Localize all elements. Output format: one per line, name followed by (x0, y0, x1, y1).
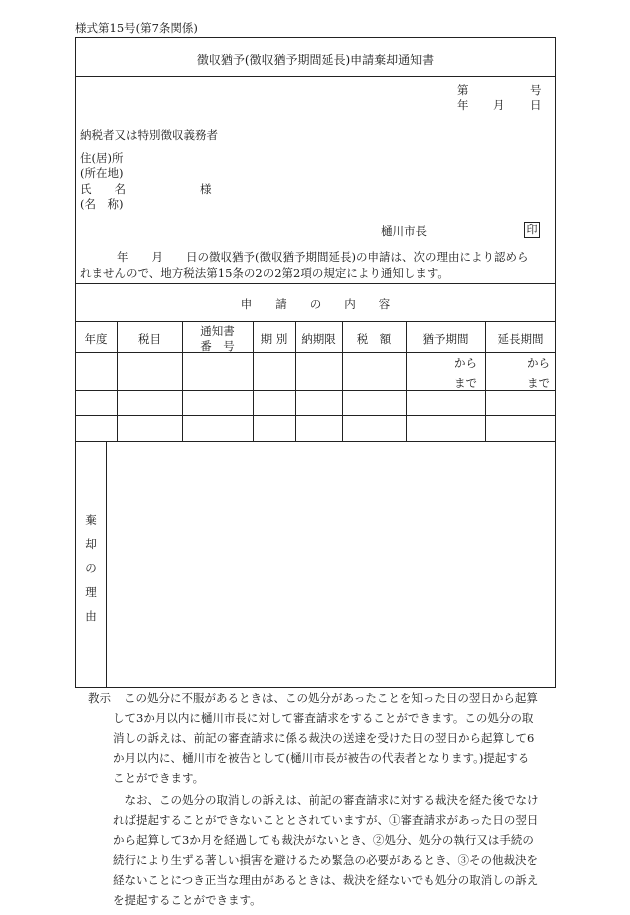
encho-kara: から (527, 356, 550, 370)
kyoji-label: 教示 (88, 691, 111, 705)
kyoji-line: 消しの訴えは、前記の審査請求に係る裁決の送達を受けた日の翌日から起算して6 (113, 731, 535, 745)
kyoji-line: ことができます。 (113, 771, 205, 785)
reason-label-line (106, 441, 107, 688)
addressee-label: 納税者又は特別徴収義務者 (80, 128, 218, 142)
divider-notice (75, 283, 556, 284)
kyoji-line: して3か月以内に樋川市長に対して審査請求をすることができます。この処分の取 (113, 711, 534, 725)
kyoji-line: から起算して3か月を経過しても裁決がないとき、②処分、処分の執行又は手続の (113, 833, 534, 847)
number-suffix: 号 (530, 83, 542, 97)
location-label: (所在地) (80, 166, 124, 180)
yuyo-kara: から (454, 356, 477, 370)
divider-title (75, 76, 556, 77)
issuer-name: 樋川市長 (381, 224, 427, 238)
header-zeimoku: 税目 (138, 332, 161, 346)
date-month: 月 (493, 98, 505, 112)
header-tsuchisho-1: 通知書 (200, 324, 235, 338)
form-number-label: 様式第15号(第7条関係) (75, 21, 198, 35)
divider-table-header (75, 352, 556, 353)
address-label: 住(居)所 (80, 151, 124, 165)
divider-section-title (75, 321, 556, 322)
divider-row3 (75, 441, 556, 442)
seal-mark: 印 (524, 222, 540, 238)
divider-row1 (75, 390, 556, 391)
notice-line-2: れませんので、地方税法第15条の2の2第2項の規定により通知します。 (80, 266, 449, 280)
header-tsuchisho-2: 番 号 (200, 339, 235, 353)
header-nokigen: 納期限 (301, 332, 336, 346)
header-nendo: 年度 (84, 332, 108, 346)
notice-line-1: 年 月 日の徴収猶予(徴収猶予期間延長)の申請は、次の理由により認めら (117, 250, 529, 264)
reason-char-5: 由 (85, 609, 97, 623)
corp-name-label: (名 称) (80, 197, 124, 211)
honorific: 様 (200, 182, 212, 196)
reason-char-1: 棄 (85, 513, 97, 527)
kyoji-line: 続行により生ずる著しい損害を避けるため緊急の必要があるとき、③その他裁決を (113, 853, 539, 867)
header-encho: 延長期間 (497, 332, 544, 346)
kyoji-line: なお、この処分の取消しの訴えは、前記の審査請求に対する裁決を経た後でなけ (113, 793, 539, 807)
date-day: 日 (530, 98, 542, 112)
kyoji-line: 経ないことにつき正当な理由があるときは、裁決を経ないでも処分の取消しの訴え (113, 873, 539, 887)
reason-char-2: 却 (85, 537, 97, 551)
reason-char-4: 理 (85, 585, 97, 599)
header-kibetsu: 期 別 (260, 332, 288, 346)
yuyo-made: まで (454, 376, 477, 390)
kyoji-line: この処分に不服があるときは、この処分があったことを知った日の翌日から起算 (124, 691, 538, 705)
header-zeigaku: 税 額 (356, 332, 392, 346)
kyoji-line: を提起することができます。 (113, 893, 262, 907)
number-prefix: 第 (457, 83, 469, 97)
date-year: 年 (457, 98, 469, 112)
header-yuyo: 猶予期間 (422, 332, 469, 346)
document-title: 徴収猶予(徴収猶予期間延長)申請棄却通知書 (196, 53, 435, 67)
section-title: 申 請 の 内 容 (240, 297, 391, 311)
encho-made: まで (527, 376, 550, 390)
reason-char-3: の (85, 561, 97, 575)
kyoji-line: か月以内に、樋川市を被告として(樋川市長が被告の代表者となります。)提起する (113, 751, 530, 765)
divider-row2 (75, 415, 556, 416)
kyoji-line: れば提起することができないこととされていますが、①審査請求があった日の翌日 (113, 813, 539, 827)
name-label: 氏 名 (80, 182, 126, 196)
